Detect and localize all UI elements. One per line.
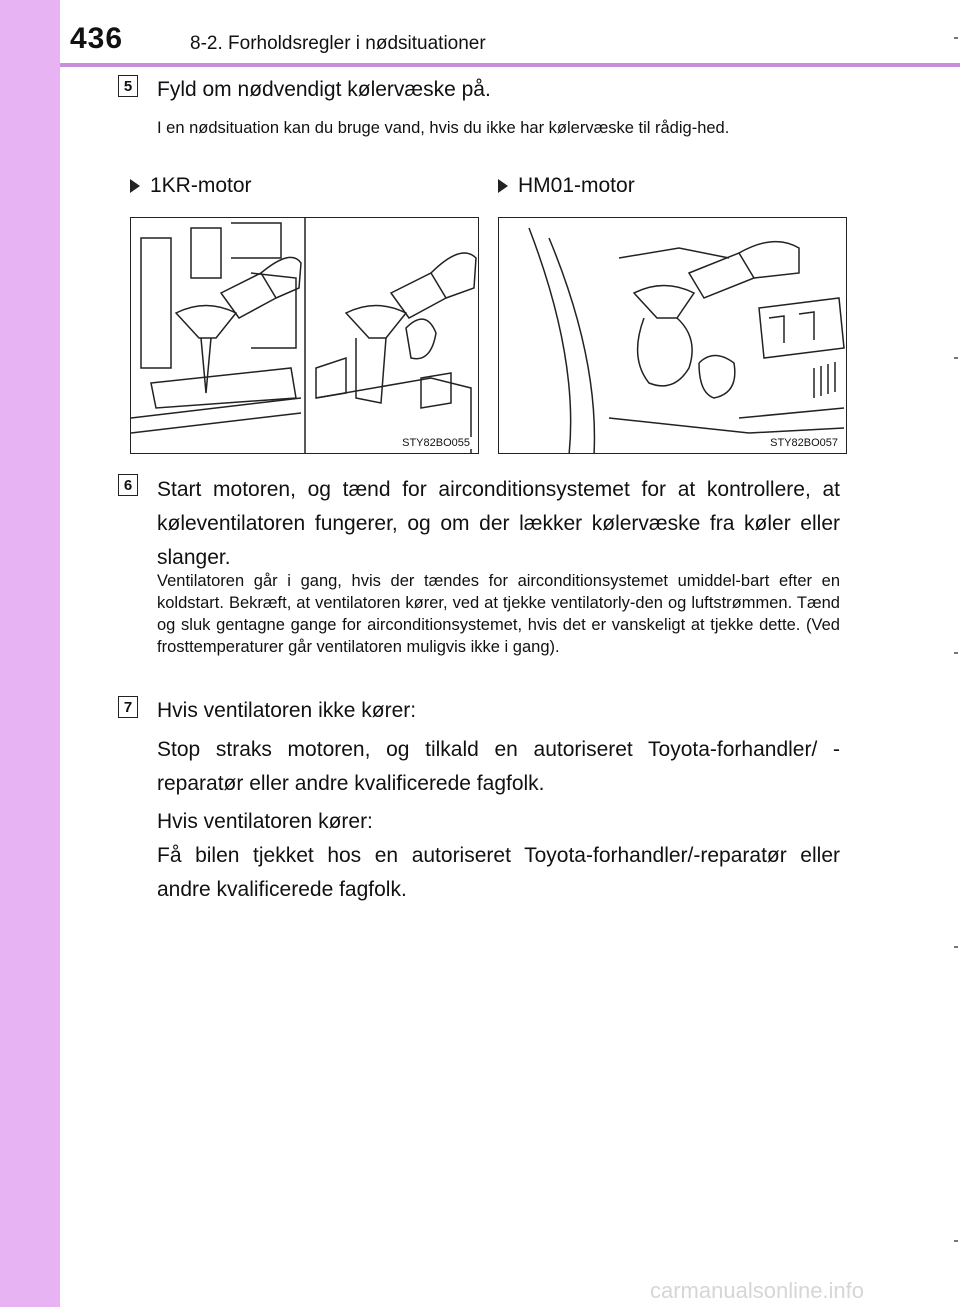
engine-label-hm01 — [498, 174, 635, 198]
footer-watermark: carmanualsonline.info — [650, 1278, 865, 1303]
header-rule — [60, 63, 960, 67]
margin-tick — [954, 357, 958, 359]
step-6-note: Ventilatoren går i gang, hvis der tændes for airconditionsystemet umiddel-bart efter en koldstart. Bekræft, at ventilatoren kører, ved at tjekke ventilatorly-den og luftstrømmen. Tænd og sluk gentagne gange for airconditionsystemet, hvis det er vanskeligt at tjekke dette. (Ved frosttemperaturer går ventilatoren muligvis ikke i gang). — [157, 572, 840, 656]
triangle-bullet-icon — [498, 179, 508, 193]
margin-tick — [954, 37, 958, 39]
engine-label-1kr-text: 1KR-motor — [150, 174, 252, 197]
engine-illustration-hm01 — [499, 218, 847, 454]
page-number: 436 — [70, 22, 124, 55]
margin-tick — [954, 946, 958, 948]
section-title: 8-2. Forholdsregler i nødsituationer — [190, 33, 486, 54]
step-7-heading-running: Hvis ventilatoren kører: — [157, 810, 373, 833]
engine-illustration-1kr — [131, 218, 479, 454]
figure-1kr-coolant — [130, 217, 479, 454]
step-6-title: Start motoren, og tænd for airconditionsystemet for at kontrollere, at køleventilatoren fungerer, og om der lækker kølervæske fra køler eller slanger. — [157, 478, 840, 569]
step-6-badge: 6 — [118, 474, 138, 496]
step-5-title: Fyld om nødvendigt kølervæske på. — [157, 78, 491, 101]
step-7-action-not-running: Stop straks motoren, og tilkald en autoriseret Toyota-forhandler/ -reparatør eller andre kvalificerede fagfolk. — [157, 738, 840, 795]
figure-hm01-coolant — [498, 217, 847, 454]
step-7-action-running: Få bilen tjekket hos en autoriseret Toyota-forhandler/-reparatør eller andre kvalificerede fagfolk. — [157, 844, 840, 901]
margin-tick — [954, 1240, 958, 1242]
step-5-note: I en nødsituation kan du bruge vand, hvis du ikke har kølervæske til rådig-hed. — [157, 119, 730, 137]
engine-label-1kr — [130, 174, 252, 198]
figure-code-hm01: STY82BO057 — [770, 437, 838, 449]
figure-code-1kr: STY82BO055 — [402, 437, 470, 449]
triangle-bullet-icon — [130, 179, 140, 193]
step-7-badge: 7 — [118, 696, 138, 718]
step-7-heading-not-running: Hvis ventilatoren ikke kører: — [157, 699, 417, 722]
engine-label-hm01-text: HM01-motor — [518, 174, 635, 197]
step-5-badge: 5 — [118, 75, 138, 97]
chapter-sidebar — [0, 0, 60, 1307]
margin-tick — [954, 652, 958, 654]
